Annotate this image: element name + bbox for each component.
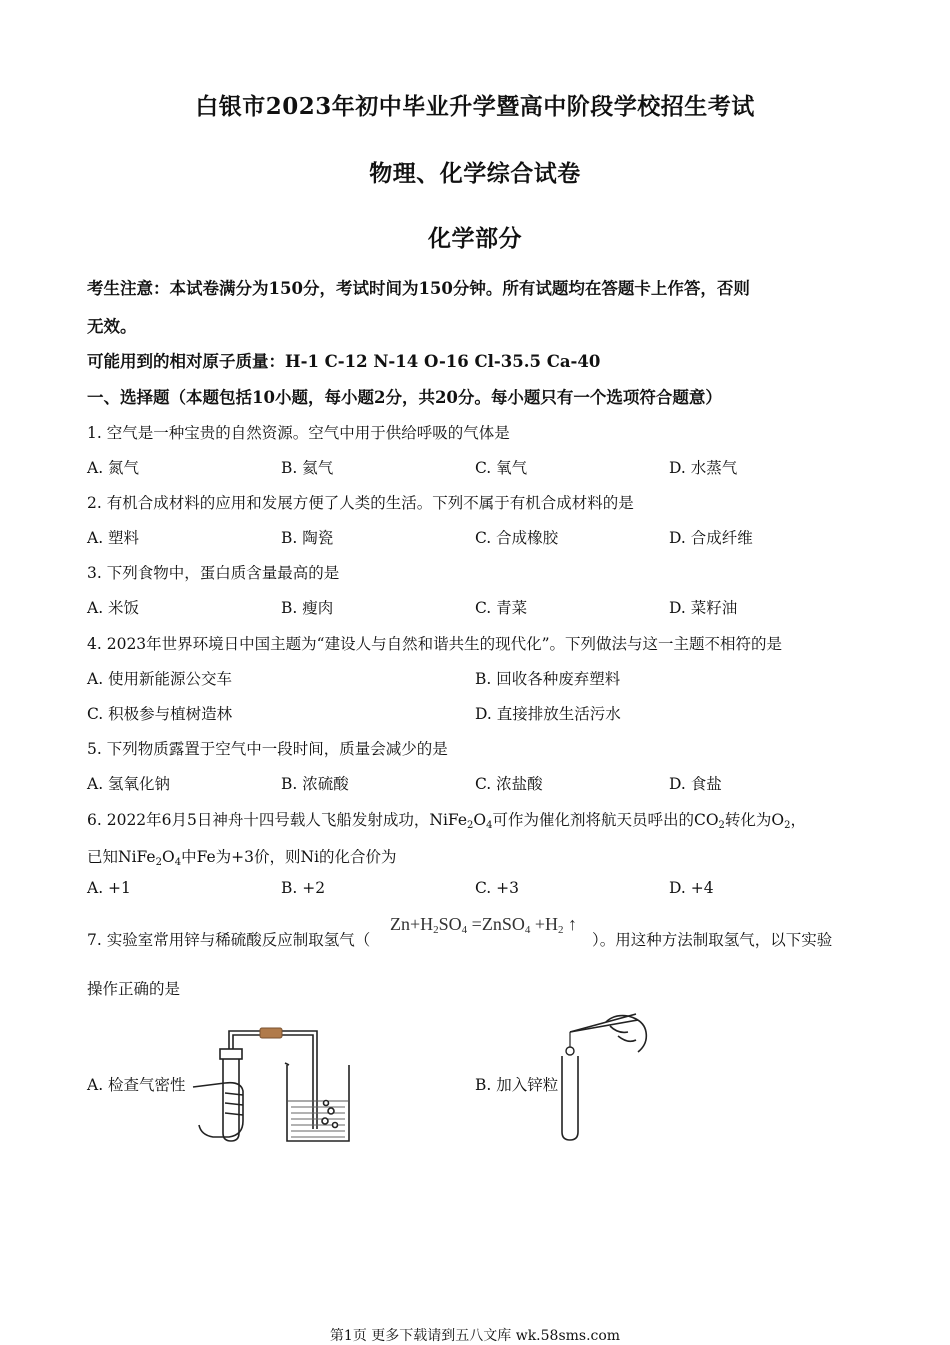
page-footer: 第1页 更多下载请到五八文库 wk.58sms.com (329, 1328, 621, 1344)
section-title: 化学部分 (428, 225, 522, 252)
q4-option-c: C. 积极参与植树造林 (87, 705, 233, 723)
q7-stem-a: 7. 实验室常用锌与稀硫酸反应制取氢气（ (87, 931, 371, 949)
q6-option-c: C. +3 (475, 879, 520, 897)
q5-option-b: B. 浓硫酸 (281, 775, 349, 793)
q6-option-b: B. +2 (281, 879, 326, 897)
q5-stem: 5. 下列物质露置于空气中一段时间，质量会减少的是 (87, 740, 448, 758)
q3-stem: 3. 下列食物中，蛋白质含量最高的是 (87, 564, 340, 582)
q5-option-a: A. 氢氧化钠 (87, 775, 171, 793)
notice-line-1: 考生注意：本试卷满分为150分，考试时间为150分钟。所有试题均在答题卡上作答，否则 (87, 279, 750, 298)
q7-stem-line-2: 操作正确的是 (87, 980, 181, 998)
paper-subtitle: 物理、化学综合试卷 (369, 160, 581, 187)
q2-stem: 2. 有机合成材料的应用和发展方便了人类的生活。下列不属于有机合成材料的是 (87, 494, 634, 512)
q7-option-b-label: B. 加入锌粒 (475, 1076, 559, 1094)
notice-line-2: 无效。 (87, 317, 137, 336)
q1-option-d: D. 水蒸气 (669, 459, 738, 477)
q2-option-b: B. 陶瓷 (281, 529, 334, 547)
q1-option-a: A. 氮气 (87, 459, 140, 477)
q3-option-c: C. 青菜 (475, 599, 528, 617)
q1-option-b: B. 氦气 (281, 459, 334, 477)
q3-option-b: B. 瘦肉 (281, 599, 334, 617)
q3-option-a: A. 米饭 (87, 599, 140, 617)
add-zinc-figure (548, 1008, 658, 1148)
airtightness-check-figure (185, 1025, 365, 1150)
q7-option-a-label: A. 检查气密性 (87, 1076, 186, 1094)
q5-option-d: D. 食盐 (669, 775, 722, 793)
q1-option-c: C. 氧气 (475, 459, 528, 477)
atomic-mass-line: 可能用到的相对原子质量：H-1 C-12 N-14 O-16 Cl-35.5 Ca-40 (87, 352, 601, 371)
q2-option-a: A. 塑料 (87, 529, 140, 547)
q4-stem: 4. 2023年世界环境日中国主题为“建设人与自然和谐共生的现代化”。下列做法与这一主题不相符的是 (87, 635, 783, 653)
q3-option-d: D. 菜籽油 (669, 599, 738, 617)
q2-option-d: D. 合成纤维 (669, 529, 753, 547)
q7-equation: $Zn+H_2SO_4$ =ZnSO$_4$ $+H_2$ ↑ (390, 914, 577, 936)
q4-option-d: D. 直接排放生活污水 (475, 705, 621, 723)
q6-option-d: D. +4 (669, 879, 714, 897)
q4-option-a: A. 使用新能源公交车 (87, 670, 233, 688)
exam-title: 白银市2023年初中毕业升学暨高中阶段学校招生考试 (195, 93, 755, 120)
q5-option-c: C. 浓盐酸 (475, 775, 543, 793)
q6-stem: 6. 2022年6月5日神舟十四号载人飞船发射成功，$NiFe_2O_4$可作为催化剂将航天员呼出的$CO_2$转化为$O_2$， (87, 811, 807, 831)
q2-option-c: C. 合成橡胶 (475, 529, 559, 547)
q7-stem-b: ）。用这种方法制取氢气，以下实验 (592, 931, 833, 949)
q1-stem: 1. 空气是一种宝贵的自然资源。空气中用于供给呼吸的气体是 (87, 424, 510, 442)
q6-option-a: A. +1 (87, 879, 131, 897)
rubber-connector (260, 1028, 282, 1038)
q4-option-b: B. 回收各种废弃塑料 (475, 670, 621, 688)
section1-heading: 一、选择题（本题包括10小题，每小题2分，共20分。每小题只有一个选项符合题意） (87, 388, 722, 407)
q6-stem-line-2: 已知$NiFe_2O_4$中Fe为+3价，则Ni的化合价为 (87, 848, 397, 868)
